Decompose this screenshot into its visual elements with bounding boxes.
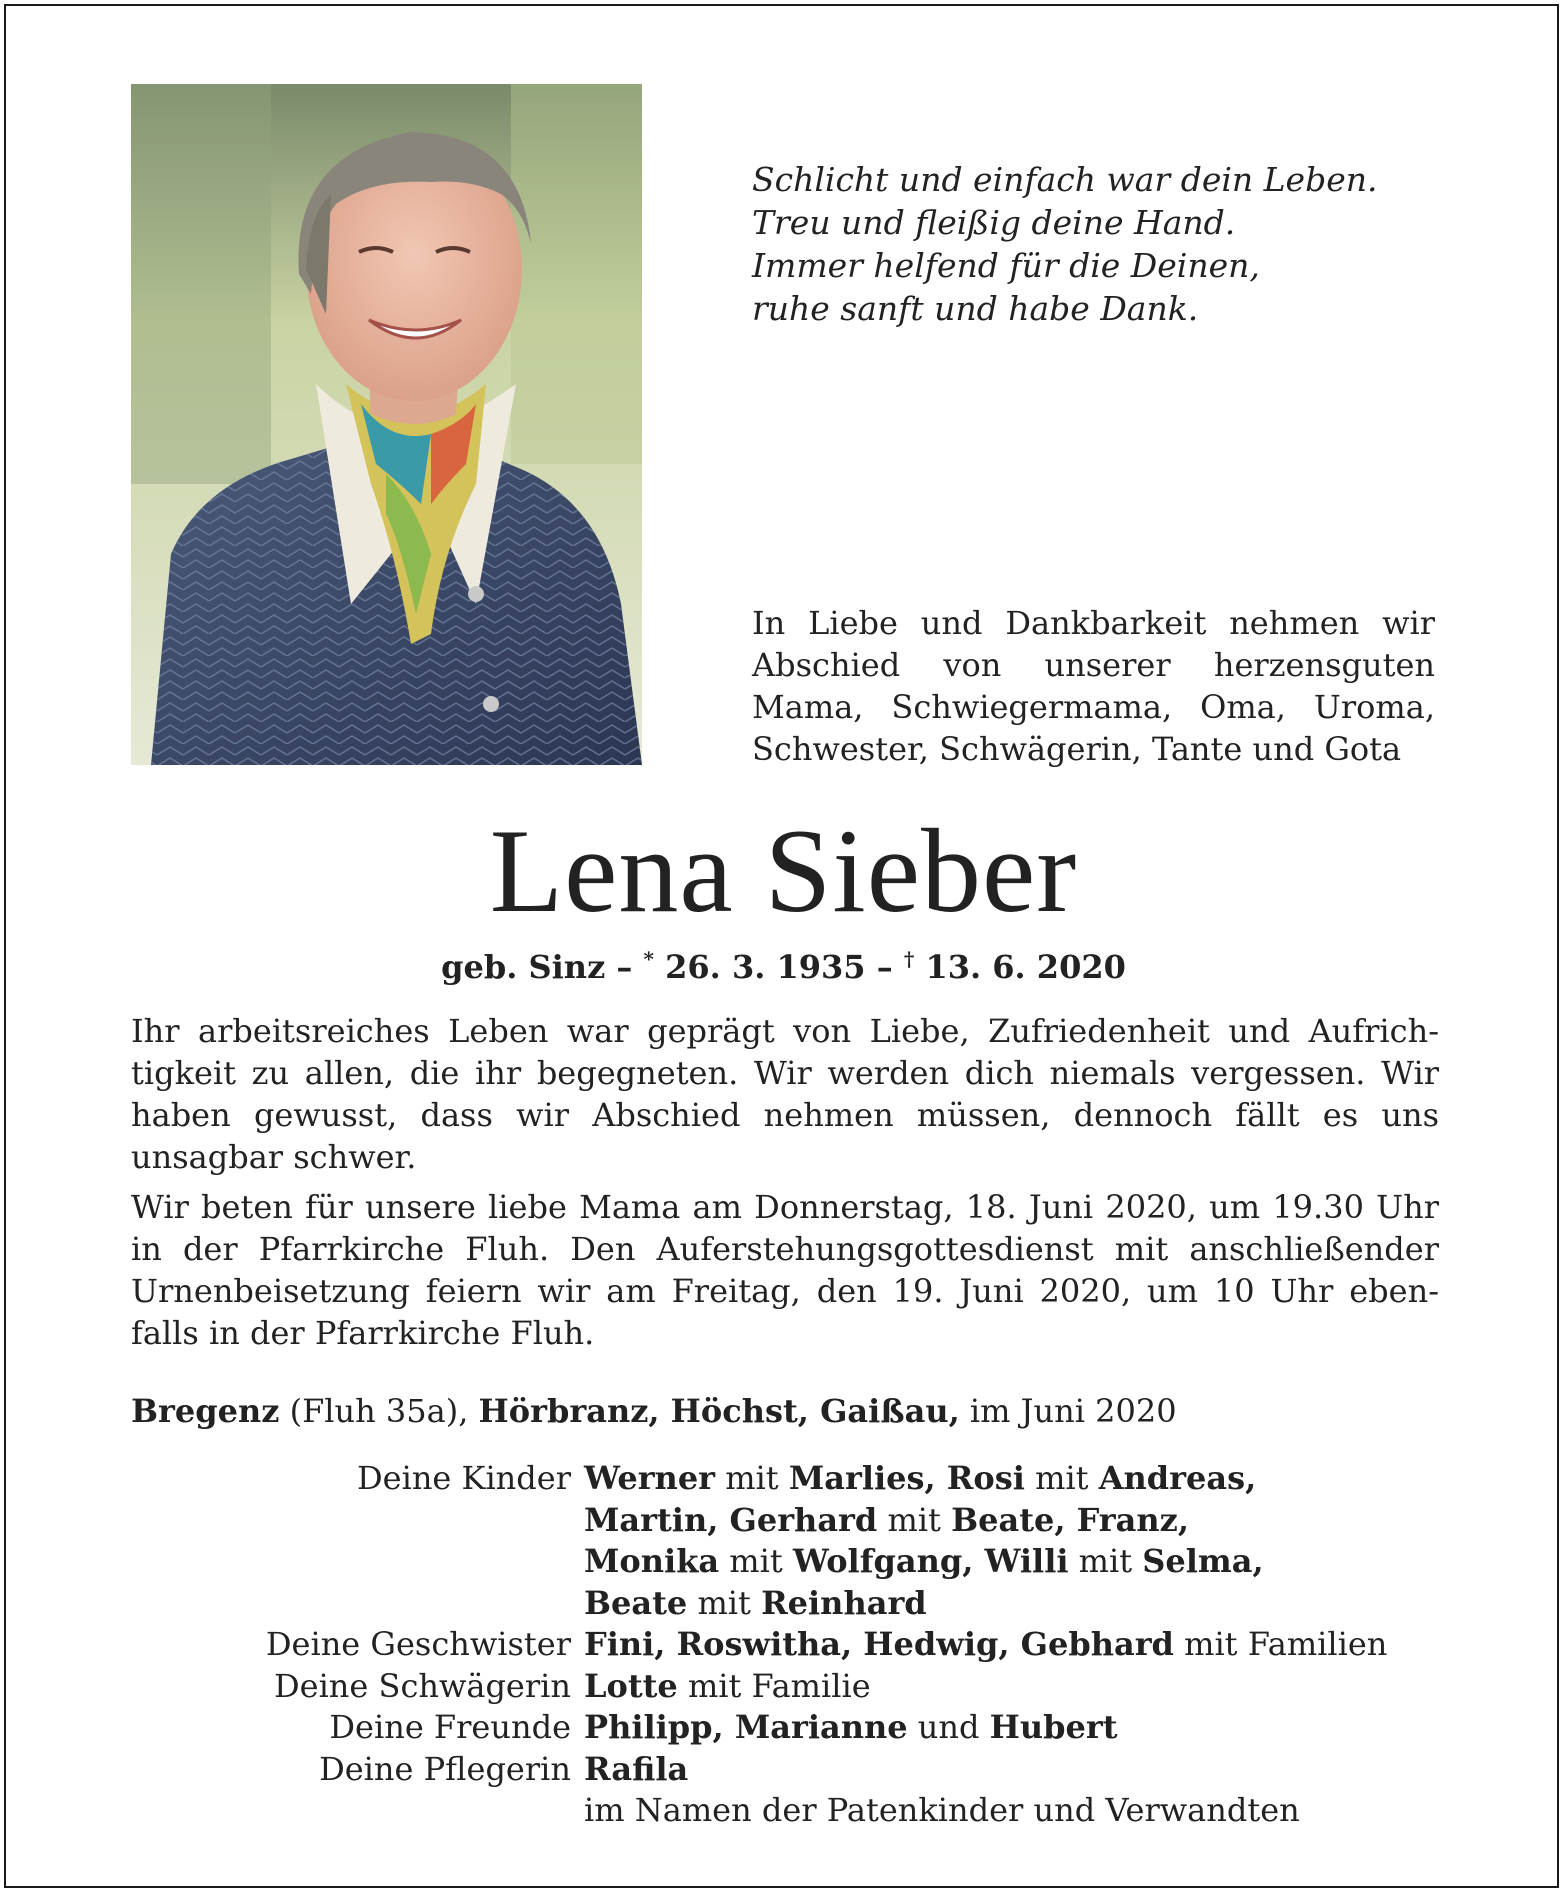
mourner-row-closing bbox=[131, 1790, 1511, 1832]
text-line: tigkeit zu allen, die ihr begegneten. Wir werden dich niemals vergessen. Wir bbox=[131, 1054, 1439, 1092]
farewell-line: Mama, Schwiegermama, Oma, Uroma, bbox=[752, 688, 1435, 726]
death-cross-symbol: † bbox=[903, 947, 915, 971]
mourner-name: Andreas, bbox=[1098, 1459, 1257, 1497]
deceased-name: Lena Sieber bbox=[489, 804, 1078, 937]
obituary-body bbox=[131, 1010, 1439, 1362]
portrait-illustration bbox=[131, 84, 642, 765]
connector: mit bbox=[1024, 1459, 1099, 1497]
text-line: unsagbar schwer. bbox=[131, 1138, 417, 1176]
mourner-names bbox=[584, 1541, 1511, 1583]
paragraph-service bbox=[131, 1186, 1439, 1354]
farewell-line: In Liebe und Dankbarkeit nehmen wir bbox=[752, 604, 1435, 642]
mourner-name: Selma, bbox=[1142, 1542, 1264, 1580]
mourner-row-siblings bbox=[131, 1624, 1511, 1666]
mourner-row-caregiver bbox=[131, 1749, 1511, 1791]
mourner-name: Monika bbox=[584, 1542, 720, 1580]
maiden-name: geb. Sinz – bbox=[441, 948, 644, 986]
mourner-row-children-cont bbox=[131, 1500, 1511, 1542]
connector: mit bbox=[715, 1459, 789, 1497]
mourner-names bbox=[584, 1749, 1511, 1791]
mourner-names bbox=[584, 1666, 1511, 1708]
mourner-names bbox=[584, 1707, 1511, 1749]
farewell-line: Abschied von unserer herzensguten bbox=[752, 646, 1435, 684]
paragraph-life bbox=[131, 1010, 1439, 1178]
connector: mit bbox=[877, 1500, 952, 1539]
mourner-names bbox=[584, 1458, 1511, 1500]
city: Bregenz bbox=[131, 1392, 280, 1430]
mourner-names bbox=[584, 1500, 1511, 1542]
mourner-name: Philipp, Marianne bbox=[584, 1708, 908, 1746]
connector: mit Familie bbox=[677, 1666, 871, 1705]
mourner-name: Fini, Roswitha, Hedwig, Gebhard bbox=[584, 1625, 1174, 1663]
mourner-label: Deine Schwägerin bbox=[273, 1666, 571, 1705]
mourner-row-children-cont bbox=[131, 1541, 1511, 1583]
mourner-label: Deine Kinder bbox=[356, 1459, 571, 1497]
farewell-line: Schwester, Schwägerin, Tante und Gota bbox=[752, 730, 1402, 768]
mourner-name: Wolfgang, Willi bbox=[792, 1542, 1069, 1580]
mourner-name: Martin, Gerhard bbox=[584, 1500, 878, 1539]
mourner-row-children-cont bbox=[131, 1583, 1511, 1625]
poem-line: ruhe sanft und habe Dank. bbox=[752, 289, 1199, 328]
mourner-name: Hubert bbox=[989, 1708, 1118, 1746]
mourner-label: Deine Pflegerin bbox=[319, 1749, 571, 1788]
mourner-name: Lotte bbox=[584, 1666, 678, 1705]
mourner-name: Rafila bbox=[584, 1749, 689, 1788]
mourners-list bbox=[131, 1458, 1511, 1832]
place-and-date bbox=[131, 1390, 1439, 1432]
mourner-label-empty bbox=[131, 1541, 584, 1583]
poem-line: Schlicht und einfach war dein Leben. bbox=[752, 160, 1378, 199]
text-line: falls in der Pfarrkirche Fluh. bbox=[131, 1314, 595, 1352]
mourner-name: Marlies, Rosi bbox=[788, 1459, 1025, 1497]
connector: mit Familien bbox=[1173, 1625, 1388, 1663]
birth-date: 26. 3. 1935 – bbox=[653, 948, 904, 986]
death-date: 13. 6. 2020 bbox=[914, 948, 1126, 986]
mourner-row-friends bbox=[131, 1707, 1511, 1749]
mourner-names bbox=[584, 1583, 1511, 1625]
text-line: Urnenbeisetzung feiern wir am Freitag, den 19. Juni 2020, um 10 Uhr eben- bbox=[131, 1272, 1439, 1310]
mourner-row-sisterinlaw bbox=[131, 1666, 1511, 1708]
mourner-name: Werner bbox=[584, 1459, 716, 1497]
birth-star-symbol: * bbox=[643, 947, 654, 971]
farewell-text bbox=[752, 602, 1435, 770]
connector: mit bbox=[719, 1542, 793, 1580]
address: (Fluh 35a), bbox=[279, 1392, 479, 1430]
date: im Juni 2020 bbox=[959, 1392, 1177, 1430]
mourner-label-empty bbox=[131, 1500, 584, 1542]
closing-line: im Namen der Patenkinder und Verwandten bbox=[584, 1791, 1300, 1829]
towns: Hörbranz, Höchst, Gaißau, bbox=[478, 1392, 960, 1430]
portrait-photo bbox=[131, 84, 642, 765]
mourner-row-children bbox=[131, 1458, 1511, 1500]
text-line: in der Pfarrkirche Fluh. Den Auferstehungsgottesdienst mit anschließender bbox=[131, 1230, 1439, 1268]
mourner-label-empty bbox=[131, 1583, 584, 1625]
connector: mit bbox=[1068, 1542, 1143, 1580]
mourner-names bbox=[584, 1624, 1511, 1666]
poem-line: Immer helfend für die Deinen, bbox=[752, 246, 1260, 285]
mourner-label: Deine Freunde bbox=[329, 1708, 571, 1746]
mourner-name: Reinhard bbox=[761, 1583, 927, 1622]
connector: und bbox=[907, 1708, 990, 1746]
mourner-name: Beate bbox=[584, 1583, 688, 1622]
mourner-label: Deine Geschwister bbox=[265, 1625, 571, 1663]
text-line: haben gewusst, dass wir Abschied nehmen müssen, dennoch fällt es uns bbox=[131, 1096, 1439, 1134]
mourner-name: Beate, Franz, bbox=[951, 1500, 1189, 1539]
text-line: Wir beten für unsere liebe Mama am Donnerstag, 18. Juni 2020, um 19.30 Uhr bbox=[131, 1188, 1439, 1226]
mourner-label-empty bbox=[131, 1790, 584, 1832]
connector: mit bbox=[687, 1583, 762, 1622]
text-line: Ihr arbeitsreiches Leben war geprägt von Liebe, Zufriedenheit und Aufrich- bbox=[131, 1012, 1439, 1050]
poem-line: Treu und fleißig deine Hand. bbox=[752, 203, 1236, 242]
poem bbox=[752, 158, 1472, 330]
life-dates bbox=[0, 938, 1567, 988]
